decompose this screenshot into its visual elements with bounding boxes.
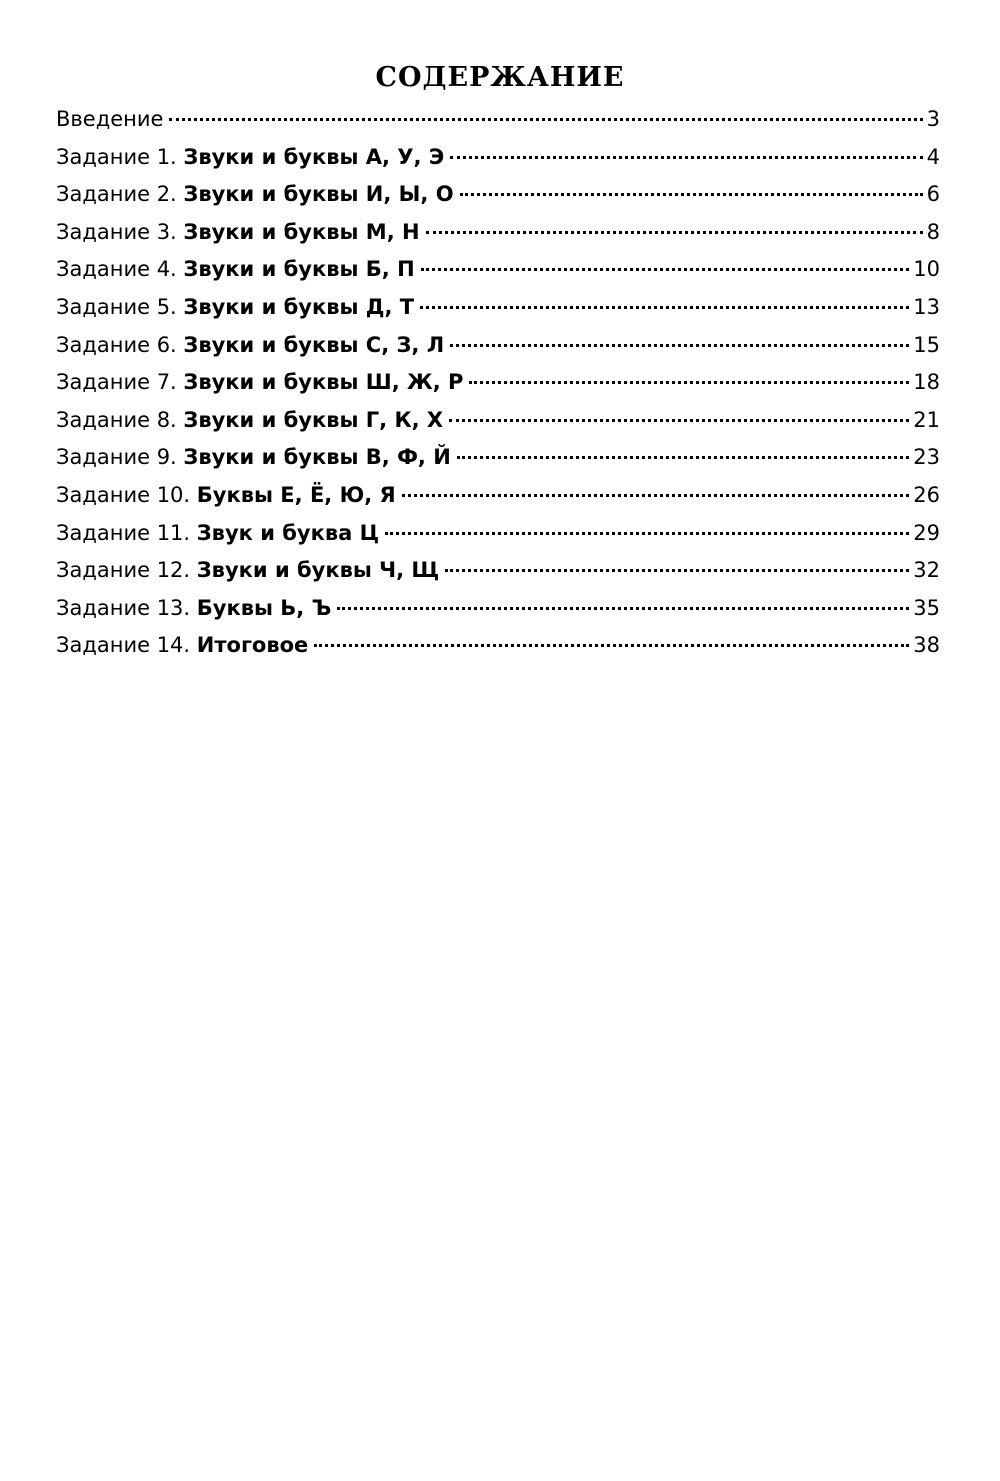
toc-entry-page-number: 21 (913, 407, 940, 432)
dot-leader (457, 456, 909, 459)
toc-entry-task-9[interactable] (56, 439, 940, 477)
toc-entry-task-6[interactable] (56, 327, 940, 365)
toc-entry-page-number: 29 (913, 520, 940, 545)
toc-entry-label (56, 552, 439, 590)
dot-leader (314, 644, 909, 647)
toc-entry-label (56, 214, 420, 252)
dot-leader (460, 193, 923, 196)
toc-entry-label (56, 439, 451, 477)
dot-leader (402, 494, 910, 497)
toc-entry-page-number: 26 (913, 482, 940, 507)
dot-leader (450, 344, 909, 347)
toc-entry-title: Звуки и буквы Б, П (183, 257, 415, 282)
toc-entry-prefix: Задание 8. (56, 407, 184, 432)
toc-entry-label (56, 590, 331, 628)
toc-entry-task-11[interactable] (56, 515, 940, 553)
toc-entry-title: Звуки и буквы Д, Т (183, 294, 415, 319)
toc-entry-prefix: Задание 14. (56, 633, 197, 658)
toc-entry-prefix: Задание 7. (56, 370, 184, 395)
toc-entry-prefix: Задание 13. (56, 595, 197, 620)
toc-entry-task-14[interactable] (56, 627, 940, 665)
toc-entry-title: Буквы Ь, Ъ (196, 595, 332, 620)
toc-entry-prefix: Задание 12. (56, 558, 197, 583)
toc-entry-title: Звуки и буквы Ч, Щ (196, 558, 440, 583)
toc-entry-prefix: Задание 11. (56, 520, 197, 545)
dot-leader (169, 118, 922, 121)
toc-entry-page-number: 18 (913, 370, 940, 395)
toc-entry-prefix: Задание 9. (56, 445, 184, 470)
toc-entry-prefix: Задание 6. (56, 332, 184, 357)
toc-entry-label (56, 289, 414, 327)
toc-entry-page-number: 6 (926, 182, 940, 207)
toc-entry-page-number: 10 (913, 257, 940, 282)
dot-leader (421, 268, 910, 271)
toc-entry-label (56, 515, 379, 553)
toc-entry-title: Звуки и буквы С, З, Л (183, 332, 445, 357)
toc-entry-page-number: 4 (926, 144, 940, 169)
toc-entry-label (56, 627, 308, 665)
dot-leader (420, 306, 909, 309)
toc-entry-task-3[interactable] (56, 214, 940, 252)
toc-entry-title: Звуки и буквы В, Ф, Й (183, 445, 451, 470)
toc-entry-label (56, 364, 463, 402)
dot-leader (426, 231, 923, 234)
toc-entry-task-13[interactable] (56, 590, 940, 628)
dot-leader (337, 607, 909, 610)
toc-entry-task-4[interactable] (56, 251, 940, 289)
toc-entry-prefix: Введение (56, 107, 164, 131)
toc-entry-prefix: Задание 4. (56, 257, 184, 282)
toc-entry-title: Звуки и буквы Г, К, Х (183, 407, 444, 432)
dot-leader (385, 532, 909, 535)
toc-entry-introduction[interactable] (56, 101, 940, 139)
toc-entry-task-8[interactable] (56, 402, 940, 440)
toc-entry-page-number: 13 (913, 294, 940, 319)
toc-entry-label (56, 327, 444, 365)
toc-entry-label (56, 402, 443, 440)
table-of-contents (56, 101, 940, 665)
toc-entry-page-number: 8 (926, 219, 940, 244)
dot-leader (445, 569, 909, 572)
page-title: СОДЕРЖАНИЕ (375, 62, 625, 93)
dot-leader (450, 156, 922, 159)
toc-entry-page-number: 3 (926, 107, 940, 131)
toc-entry-title: Итоговое (196, 633, 309, 658)
toc-entry-label (56, 176, 454, 214)
toc-entry-page-number: 38 (913, 633, 940, 658)
toc-entry-title: Звук и буква Ц (196, 520, 380, 545)
toc-entry-label (56, 477, 396, 515)
toc-entry-label (56, 101, 163, 139)
toc-entry-task-7[interactable] (56, 364, 940, 402)
toc-entry-title: Звуки и буквы А, У, Э (183, 144, 445, 169)
toc-entry-label (56, 251, 415, 289)
toc-entry-page-number: 23 (913, 445, 940, 470)
toc-entry-page-number: 15 (913, 332, 940, 357)
toc-entry-prefix: Задание 2. (56, 182, 184, 207)
dot-leader (469, 381, 909, 384)
toc-entry-title: Звуки и буквы М, Н (183, 219, 420, 244)
toc-entry-task-10[interactable] (56, 477, 940, 515)
toc-entry-task-1[interactable] (56, 139, 940, 177)
toc-entry-title: Звуки и буквы Ш, Ж, Р (183, 370, 464, 395)
toc-entry-prefix: Задание 1. (56, 144, 184, 169)
toc-entry-task-5[interactable] (56, 289, 940, 327)
toc-entry-prefix: Задание 10. (56, 482, 197, 507)
toc-entry-label (56, 139, 444, 177)
toc-entry-task-12[interactable] (56, 552, 940, 590)
toc-entry-title: Звуки и буквы И, Ы, О (183, 182, 454, 207)
dot-leader (449, 419, 909, 422)
toc-entry-title: Буквы Е, Ё, Ю, Я (196, 482, 396, 507)
toc-entry-page-number: 35 (913, 595, 940, 620)
toc-entry-prefix: Задание 3. (56, 219, 184, 244)
toc-entry-task-2[interactable] (56, 176, 940, 214)
toc-entry-prefix: Задание 5. (56, 294, 184, 319)
toc-entry-page-number: 32 (913, 558, 940, 583)
